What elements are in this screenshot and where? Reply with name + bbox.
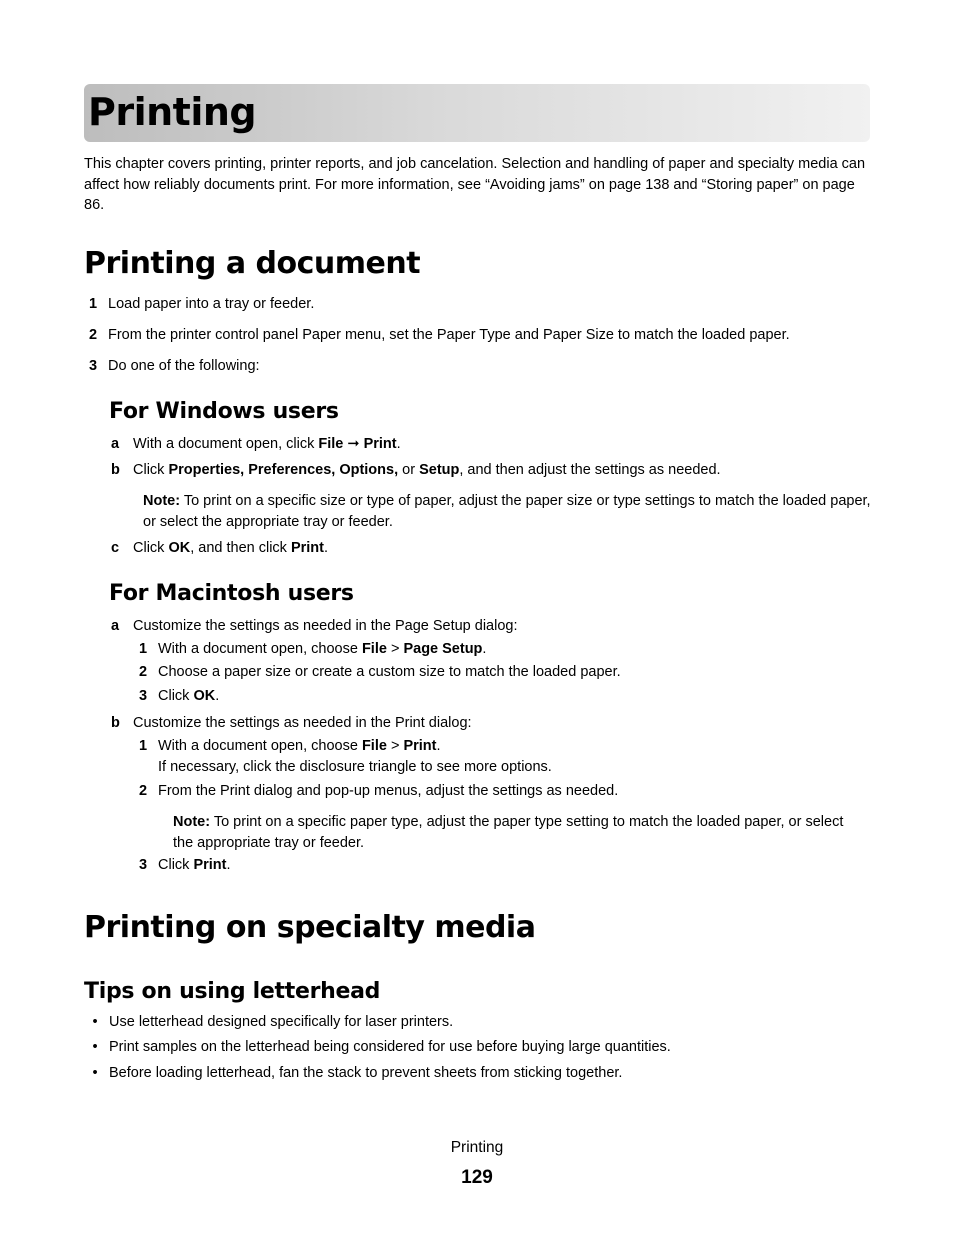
subheading-macintosh-users: For Macintosh users bbox=[109, 581, 354, 606]
step-text: From the printer control panel Paper menu, set the Paper Type and Paper Size to match the loaded paper. bbox=[108, 327, 790, 343]
section-heading-specialty-media: Printing on specialty media bbox=[84, 910, 536, 945]
step-text: Do one of the following: bbox=[108, 358, 260, 374]
step-text: Customize the settings as needed in the Page Setup dialog: bbox=[133, 618, 518, 634]
mac-step-b1 bbox=[139, 736, 441, 756]
step-text: Click OK. bbox=[158, 688, 220, 704]
mac-step-a2 bbox=[139, 662, 621, 682]
step-text: Choose a paper size or create a custom size to match the loaded paper. bbox=[158, 664, 621, 680]
mac-note: Note: To print on a specific paper type, adjust the paper type setting to match the loaded paper, or select the appropriate tray or feeder. bbox=[173, 814, 844, 851]
list-item-text: Before loading letterhead, fan the stack to prevent sheets from sticking together. bbox=[109, 1065, 623, 1081]
step-3 bbox=[89, 356, 260, 376]
step-letter: b bbox=[111, 462, 120, 478]
step-number: 1 bbox=[89, 296, 98, 312]
list-item-text: Use letterhead designed specifically for laser printers. bbox=[109, 1014, 454, 1030]
subheading-windows-users: For Windows users bbox=[109, 399, 339, 424]
mac-step-b1-continued: If necessary, click the disclosure triangle to see more options. bbox=[158, 759, 552, 775]
step-text: Click Print. bbox=[158, 857, 231, 873]
step-letter: b bbox=[111, 715, 120, 731]
bullet-icon: • bbox=[92, 1039, 98, 1055]
page-number: 129 bbox=[461, 1167, 493, 1188]
step-letter: c bbox=[111, 540, 120, 556]
step-number: 1 bbox=[139, 641, 148, 657]
step-text: With a document open, click File ➞ Print. bbox=[133, 436, 401, 452]
list-item-text: Print samples on the letterhead being considered for use before buying large quantities. bbox=[109, 1039, 671, 1055]
step-number: 3 bbox=[139, 688, 148, 704]
footer-section-label: Printing bbox=[450, 1139, 504, 1156]
step-text: Load paper into a tray or feeder. bbox=[108, 296, 315, 312]
step-text: Customize the settings as needed in the Print dialog: bbox=[133, 715, 472, 731]
step-text: With a document open, choose File > Print. bbox=[158, 738, 441, 754]
step-text: With a document open, choose File > Page Setup. bbox=[158, 641, 487, 657]
step-2 bbox=[89, 325, 790, 345]
mac-step-a bbox=[111, 616, 518, 636]
step-text: Click Properties, Preferences, Options, or Setup, and then adjust the settings as needed. bbox=[133, 462, 721, 478]
section-heading-printing-document: Printing a document bbox=[84, 246, 421, 281]
arrow-icon: ➞ bbox=[343, 436, 364, 452]
step-text: From the Print dialog and pop-up menus, adjust the settings as needed. bbox=[158, 783, 619, 799]
subheading-letterhead-tips: Tips on using letterhead bbox=[84, 979, 381, 1004]
windows-step-a bbox=[111, 434, 401, 454]
step-text: Click OK, and then click Print. bbox=[133, 540, 329, 556]
mac-step-a1 bbox=[139, 639, 487, 659]
bullet-icon: • bbox=[92, 1065, 98, 1081]
step-1 bbox=[89, 294, 315, 314]
step-number: 2 bbox=[139, 664, 148, 680]
chapter-intro: This chapter covers printing, printer reports, and job cancelation. Selection and handling of paper and specialty media can affect how reliably documents print. For more information, see “Avoiding jams” on page 138 and “Storing paper” on page 86. bbox=[84, 156, 866, 213]
mac-step-b3 bbox=[139, 855, 231, 875]
windows-note: Note: To print on a specific size or type of paper, adjust the paper size or type settings to match the loaded paper, or select the appropriate tray or feeder. bbox=[143, 493, 871, 530]
mac-step-b bbox=[111, 713, 472, 733]
step-letter: a bbox=[111, 618, 120, 634]
step-number: 1 bbox=[139, 738, 148, 754]
step-number: 3 bbox=[89, 358, 98, 374]
mac-step-a3 bbox=[139, 686, 220, 706]
step-number: 2 bbox=[139, 783, 148, 799]
windows-step-c bbox=[111, 538, 329, 558]
mac-step-b2 bbox=[139, 781, 619, 801]
bullet-icon: • bbox=[92, 1014, 98, 1030]
note-label: Note: bbox=[143, 493, 181, 509]
windows-step-b bbox=[111, 460, 721, 480]
step-number: 3 bbox=[139, 857, 148, 873]
note-label: Note: bbox=[173, 814, 211, 830]
step-letter: a bbox=[111, 436, 120, 452]
chapter-title: Printing bbox=[88, 90, 257, 134]
step-number: 2 bbox=[89, 327, 98, 343]
